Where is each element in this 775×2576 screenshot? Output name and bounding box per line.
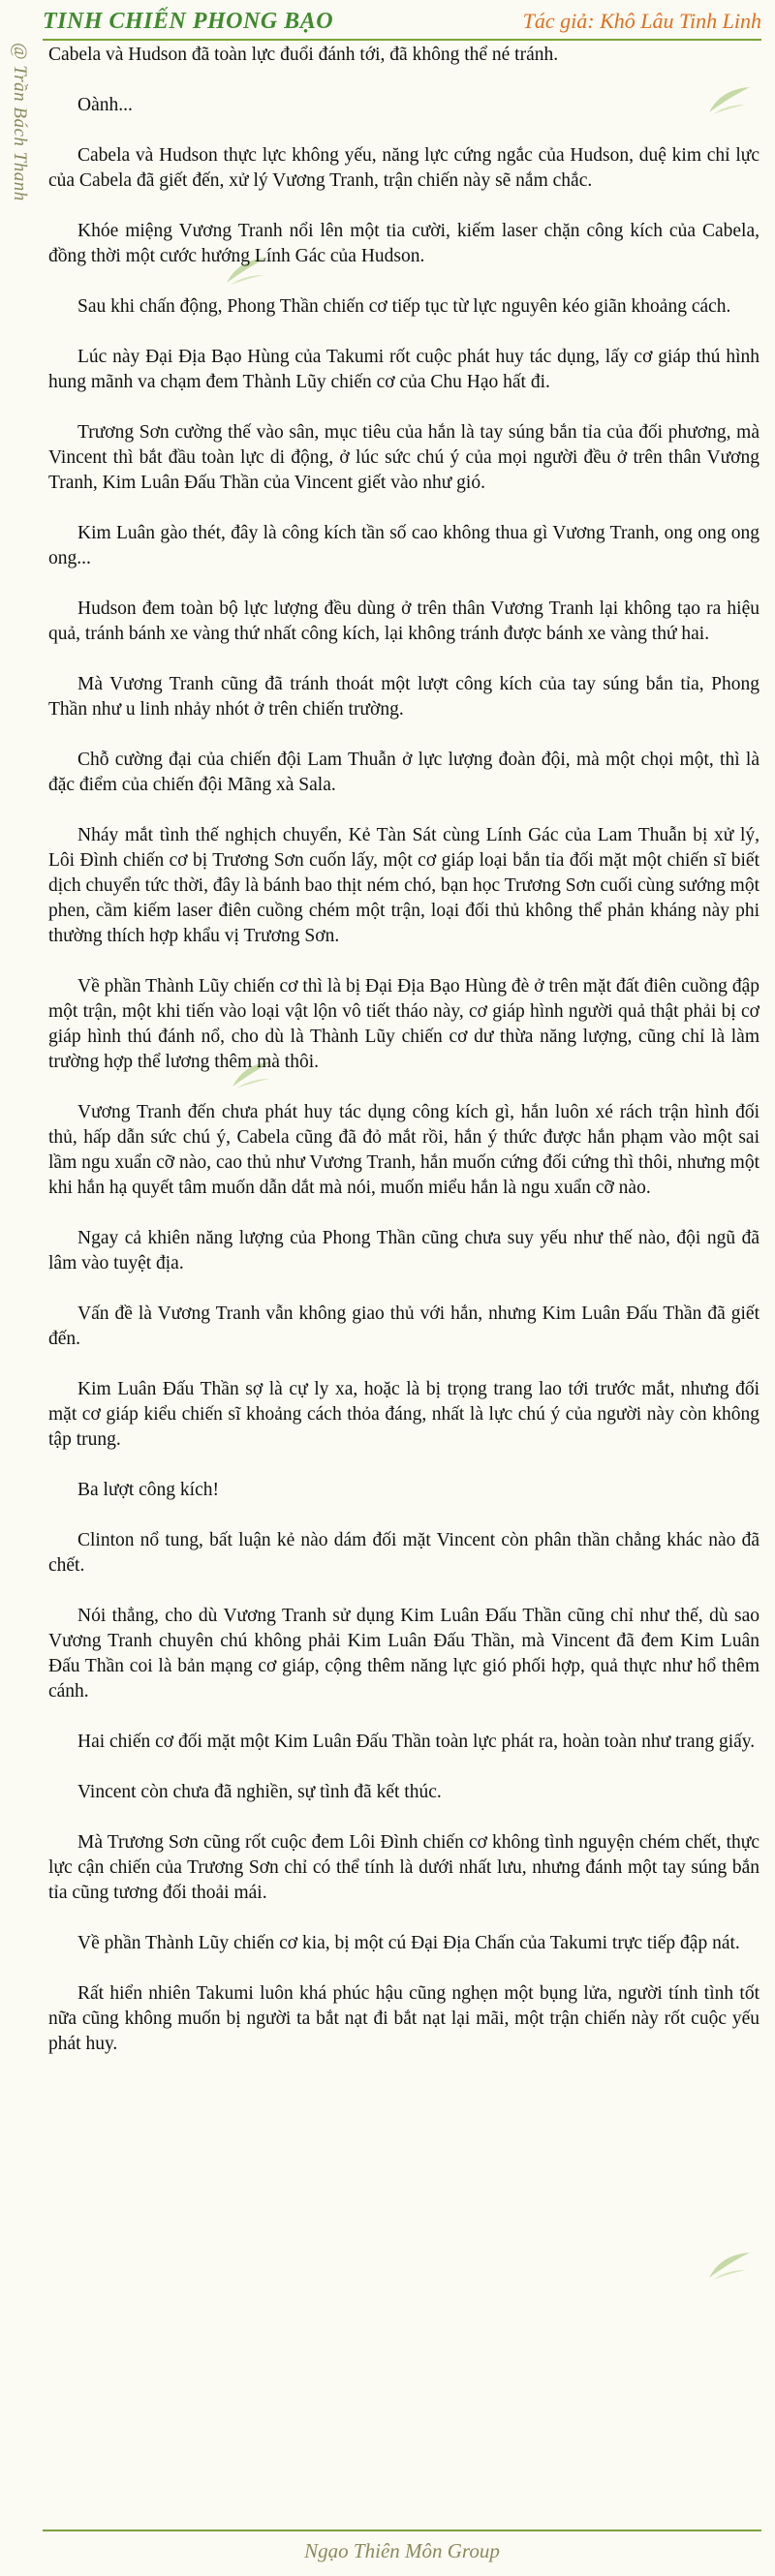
paragraph: Chỗ cường đại của chiến đội Lam Thuẫn ở lực lượng đoàn đội, mà một chọi một, thì là đặc điểm của chiến đội Mãng xà Sala. — [48, 750, 760, 795]
paragraph: Sau khi chấn động, Phong Thần chiến cơ tiếp tục từ lực nguyên kéo giãn khoảng cách. — [78, 296, 731, 317]
paragraph: Hudson đem toàn bộ lực lượng đều dùng ở trên thân Vương Tranh lại không tạo ra hiệu quả, tránh bánh xe vàng thứ nhất công kích, lại không tránh được bánh xe vàng thứ hai. — [48, 598, 760, 644]
paragraph: Ngay cả khiên năng lượng của Phong Thần cũng chưa suy yếu như thế nào, đội ngũ đã lâm vào tuyệt địa. — [48, 1228, 760, 1273]
paragraph: Vấn đề là Vương Tranh vẫn không giao thủ với hắn, nhưng Kim Luân Đấu Thần đã giết đến. — [48, 1303, 760, 1349]
paragraph: Vincent còn chưa đã nghiền, sự tình đã kết thúc. — [78, 1782, 442, 1802]
book-author: Tác giả: Khô Lâu Tinh Linh — [522, 9, 761, 33]
paragraph: Về phần Thành Lũy chiến cơ kia, bị một cú Đại Địa Chấn của Takumi trực tiếp đập nát. — [78, 1933, 740, 1953]
chapter-body — [48, 43, 760, 2082]
paragraph: Oành... — [78, 95, 133, 115]
paragraph: Trương Sơn cường thế vào sân, mục tiêu của hắn là tay súng bắn tỉa của đối phương, mà Vincent thì bắt đầu toàn lực di động, ở lúc sức chú ý của mọi người đều ở trên thân Vương Tranh, Kim Luân Đấu Thần của Vincent giết vào như gió. — [48, 422, 760, 493]
side-credit-rail — [6, 43, 33, 256]
paragraph: Lúc này Đại Địa Bạo Hùng của Takumi rốt cuộc phát huy tác dụng, lấy cơ giáp thú hình hung mãnh va chạm đem Thành Lũy chiến cơ của Chu Hạo hất đi. — [48, 347, 760, 392]
paragraph: Vương Tranh đến chưa phát huy tác dụng công kích gì, hắn luôn xé rách trận hình đối thủ, hấp dẫn sức chú ý, Cabela cũng đã đỏ mắt rồi, hắn ý thức được hắn phạm vào một sai lầm ngu xuẩn cỡ nào, cao thủ như Vương Tranh, hắn muốn cứng đối cứng thì thôi, nhưng một khi hắn hạ quyết tâm muốn dẫn dắt mà nói, muốn miểu hắn là ngu xuẩn cỡ nào. — [48, 1102, 760, 1198]
paragraph: Clinton nổ tung, bất luận kẻ nào dám đối mặt Vincent còn phân thần chẳng khác nào đã chết. — [48, 1530, 760, 1576]
paragraph: Hai chiến cơ đối mặt một Kim Luân Đấu Thần toàn lực phát ra, hoàn toàn như trang giấy. — [78, 1732, 756, 1752]
paragraph: Ba lượt công kích! — [78, 1480, 219, 1500]
group-credit: Ngạo Thiên Môn Group — [304, 2538, 500, 2562]
paragraph: Về phần Thành Lũy chiến cơ thì là bị Đại Địa Bạo Hùng đè ở trên mặt đất điên cuồng đập một trận, một khi tiến vào loại vật lộn vô tiết tháo này, cơ giáp hình người quả thật phải bị cơ giáp hình thú đánh nổ, cho dù là Thành Lũy chiến cơ dư thừa năng lượng, cũng chỉ là làm trường hợp thể lương thêm mà thôi. — [48, 976, 760, 1072]
paragraph: Kim Luân Đấu Thần sợ là cự ly xa, hoặc là bị trọng trang lao tới trước mắt, nhưng đối mặt cơ giáp kiểu chiến sĩ khoảng cách thỏa đáng, nhất là lực chú ý của người này còn không tập trung. — [48, 1379, 760, 1450]
paragraph: Rất hiển nhiên Takumi luôn khá phúc hậu cũng nghẹn một bụng lửa, người tính tình tốt nữa cũng không muốn bị người ta bắt nạt đi bắt nạt lại mãi, một trận chiến này rốt cuộc yếu phát huy. — [48, 1983, 760, 2054]
paragraph: Cabela và Hudson thực lực không yếu, năng lực cứng ngắc của Hudson, duệ kim chỉ lực của Cabela đã giết đến, xử lý Vương Tranh, trận chiến này sẽ nắm chắc. — [48, 145, 760, 191]
paragraph: Kim Luân gào thét, đây là công kích tần số cao không thua gì Vương Tranh, ong ong ong ong... — [48, 523, 760, 568]
paragraph: Mà Trương Sơn cũng rốt cuộc đem Lôi Đình chiến cơ không tình nguyện chém chết, thực lực cận chiến của Trương Sơn chỉ có thể tính là dưới nhất lưu, nhưng đánh một tay súng bắn tỉa cũng tương đối thoải mái. — [48, 1832, 760, 1903]
paragraph: Mà Vương Tranh cũng đã tránh thoát một lượt công kích của tay súng bắn tỉa, Phong Thần như u linh nhảy nhót ở trên chiến trường. — [48, 674, 760, 720]
page-footer — [43, 2530, 761, 2570]
paragraph: Cabela và Hudson đã toàn lực đuổi đánh tới, đã không thể né tránh. — [48, 45, 559, 65]
page-header — [43, 4, 761, 41]
side-credit: @ Trần Bách Thanh — [10, 43, 30, 201]
book-title: TINH CHIẾN PHONG BẠO — [43, 8, 334, 34]
paragraph: Khóe miệng Vương Tranh nổi lên một tia cười, kiếm laser chặn công kích của Cabela, đồng thời một cước hướng Lính Gác của Hudson. — [48, 221, 760, 266]
paragraph: Nói thẳng, cho dù Vương Tranh sử dụng Kim Luân Đấu Thần cũng chỉ như thế, dù sao Vương Tranh chuyên chú không phải Kim Luân Đấu Thần, mà Vincent đã đem Kim Luân Đấu Thần coi là bản mạng cơ giáp, cộng thêm năng lực gió phối hợp, quả thực như hổ thêm cánh. — [48, 1606, 760, 1702]
bamboo-leaf-icon — [707, 2249, 752, 2282]
paragraph: Nháy mắt tình thế nghịch chuyển, Kẻ Tàn Sát cùng Lính Gác của Lam Thuẫn bị xử lý, Lôi Đình chiến cơ bị Trương Sơn cuốn lấy, một cơ giáp loại bắn tỉa đối mặt một chiến sĩ biết dịch chuyển tức thời, đây là bánh bao thịt ném chó, bạn học Trương Sơn cuối cùng sướng một phen, cầm kiếm laser điên cuồng chém một trận, loại đối thủ không thể phản kháng này phi thường thích hợp khẩu vị Trương Sơn. — [48, 825, 760, 946]
